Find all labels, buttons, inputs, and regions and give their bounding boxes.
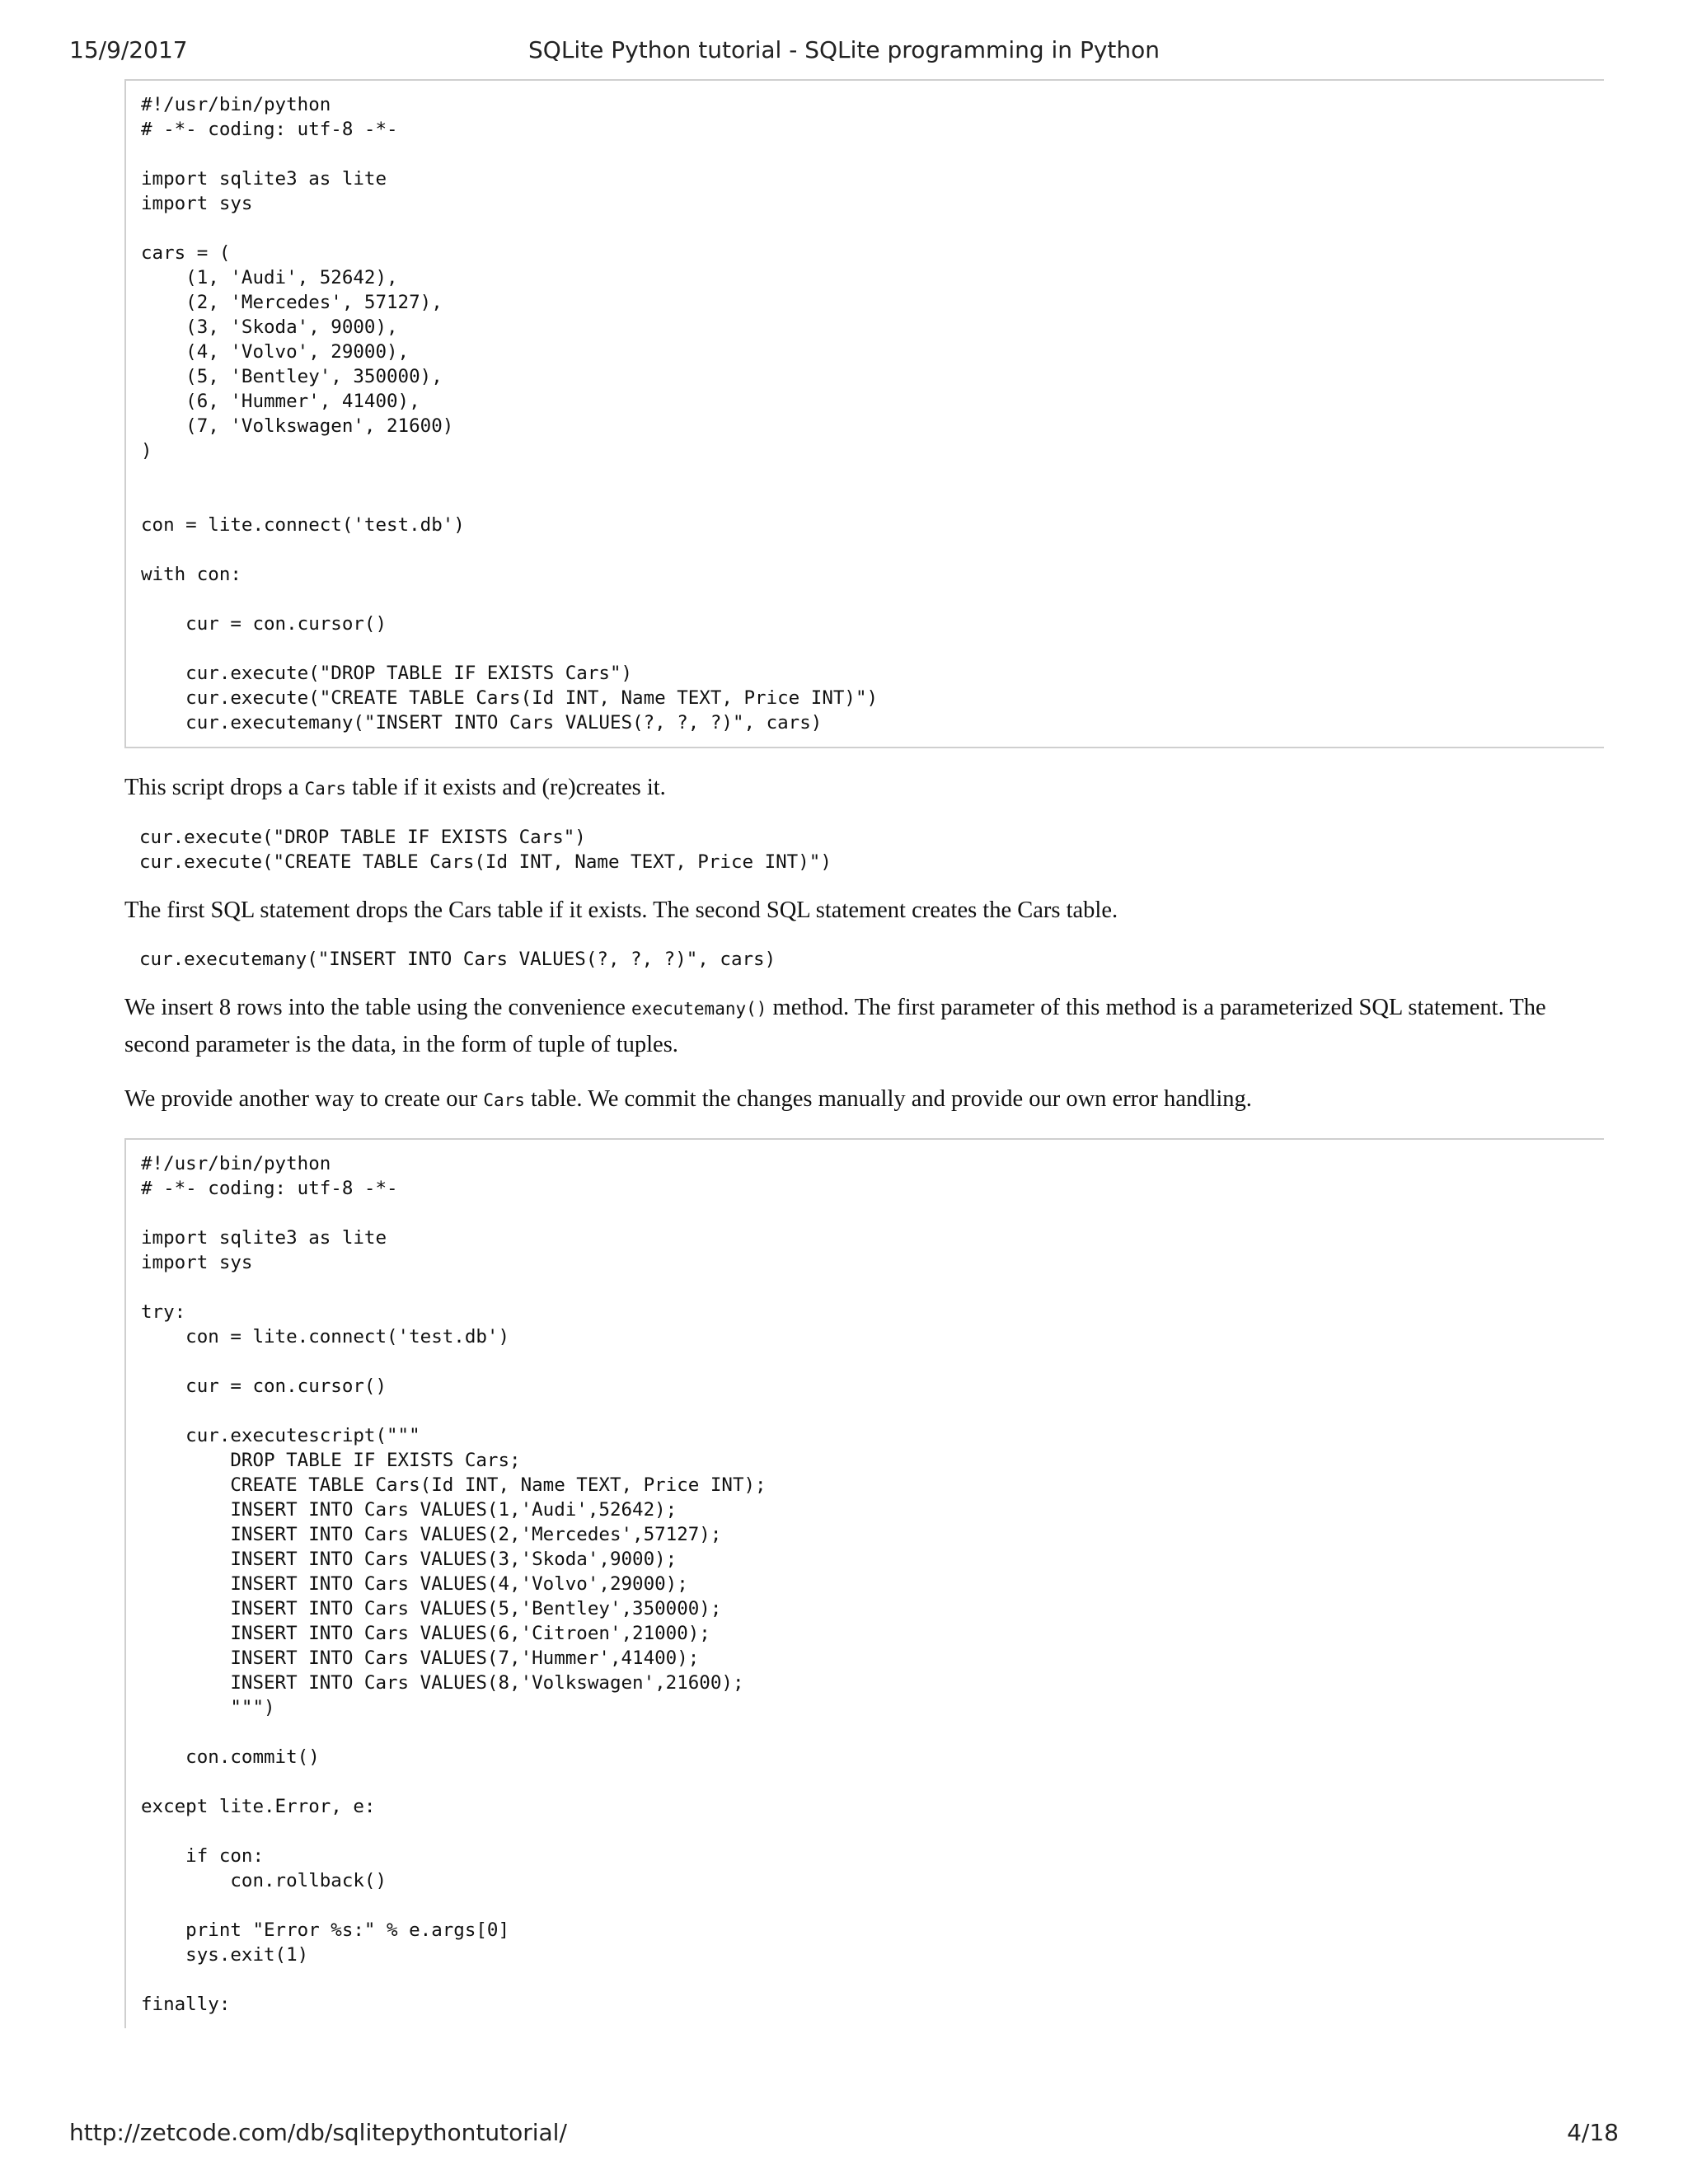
code-snippet-2: cur.executemany("INSERT INTO Cars VALUES(?, ?, ?)", cars) (139, 949, 776, 970)
code-snippet-executemany (124, 947, 1604, 972)
page-header (0, 36, 1688, 69)
code-snippet-1: cur.execute("DROP TABLE IF EXISTS Cars") cur.execute("CREATE TABLE Cars(Id INT, Name TEXT, Price INT)") (139, 827, 832, 873)
code-listing-1: #!/usr/bin/python # -*- coding: utf-8 -*- import sqlite3 as lite import sys cars = ( (1, 'Audi', 52642), (2, 'Mercedes', 57127), (3, 'Skoda', 9000), (4, 'Volvo', 29000), (5, 'Bentley', 350000), (6, 'Hummer', 41400), (7, 'Volkswagen', 21600) ) con = lite.connect('test.db') with con: cur = con.cursor() cur.execute("DROP TABLE IF EXISTS Cars") cur.execute("CREATE TABLE Cars(Id INT, Name TEXT, Price INT)") cur.executemany("INSERT INTO Cars VALUES(?, ?, ?)", cars) (141, 94, 879, 733)
paragraph-text: We provide another way to create our (124, 1086, 484, 1112)
page-url: http://zetcode.com/db/sqlitepythontutorial/ (69, 2119, 567, 2146)
paragraph-text: method. The first parameter of this method is a parameterized SQL statement. The second parameter is the data, in the form of tuple of tuples. (124, 995, 1546, 1057)
paragraph-drop-recreate (124, 770, 1604, 807)
code-block-create-table (124, 79, 1604, 748)
paragraph-another-way (124, 1081, 1604, 1118)
print-date: 15/9/2017 (69, 36, 188, 63)
paragraph-executemany (124, 990, 1604, 1063)
page-title: SQLite Python tutorial - SQLite programming in Python (528, 36, 1160, 63)
paragraph-text: table if it exists and (re)creates it. (346, 775, 666, 800)
code-block-executescript (124, 1138, 1604, 2028)
paragraph-text: We insert 8 rows into the table using the convenience (124, 995, 632, 1020)
inline-code-cars: Cars (483, 1090, 525, 1110)
inline-code-cars: Cars (304, 779, 347, 799)
page-footer (0, 2119, 1688, 2152)
page-number: 4/18 (1567, 2119, 1619, 2146)
paragraph-text: table. We commit the changes manually and provide our own error handling. (524, 1086, 1252, 1112)
code-snippet-drop-create (124, 825, 1604, 874)
inline-code-executemany: executemany() (631, 999, 767, 1019)
paragraph-sql-statements: The first SQL statement drops the Cars table if it exists. The second SQL statement creates the Cars table. (124, 898, 1118, 923)
document-content (124, 79, 1604, 2028)
paragraph-text: This script drops a (124, 775, 305, 800)
code-listing-2: #!/usr/bin/python # -*- coding: utf-8 -*- import sqlite3 as lite import sys try: con = lite.connect('test.db') cur = con.cursor() cur.executescript(""" DROP TABLE IF EXISTS Cars; CREATE TABLE Cars(Id INT, Name TEXT, Price INT); INSERT INTO Cars VALUES(1,'Audi',52642); INSERT INTO Cars VALUES(2,'Mercedes',57127); INSERT INTO Cars VALUES(3,'Skoda',9000); INSERT INTO Cars VALUES(4,'Volvo',29000); INSERT INTO Cars VALUES(5,'Bentley',350000); INSERT INTO Cars VALUES(6,'Citroen',21000); INSERT INTO Cars VALUES(7,'Hummer',41400); INSERT INTO Cars VALUES(8,'Volkswagen',21600); """) con.commit() except lite.Error, e: if con: con.rollback() print "Error %s:" % e.args[0] sys.exit(1) finally: (141, 1153, 767, 2015)
